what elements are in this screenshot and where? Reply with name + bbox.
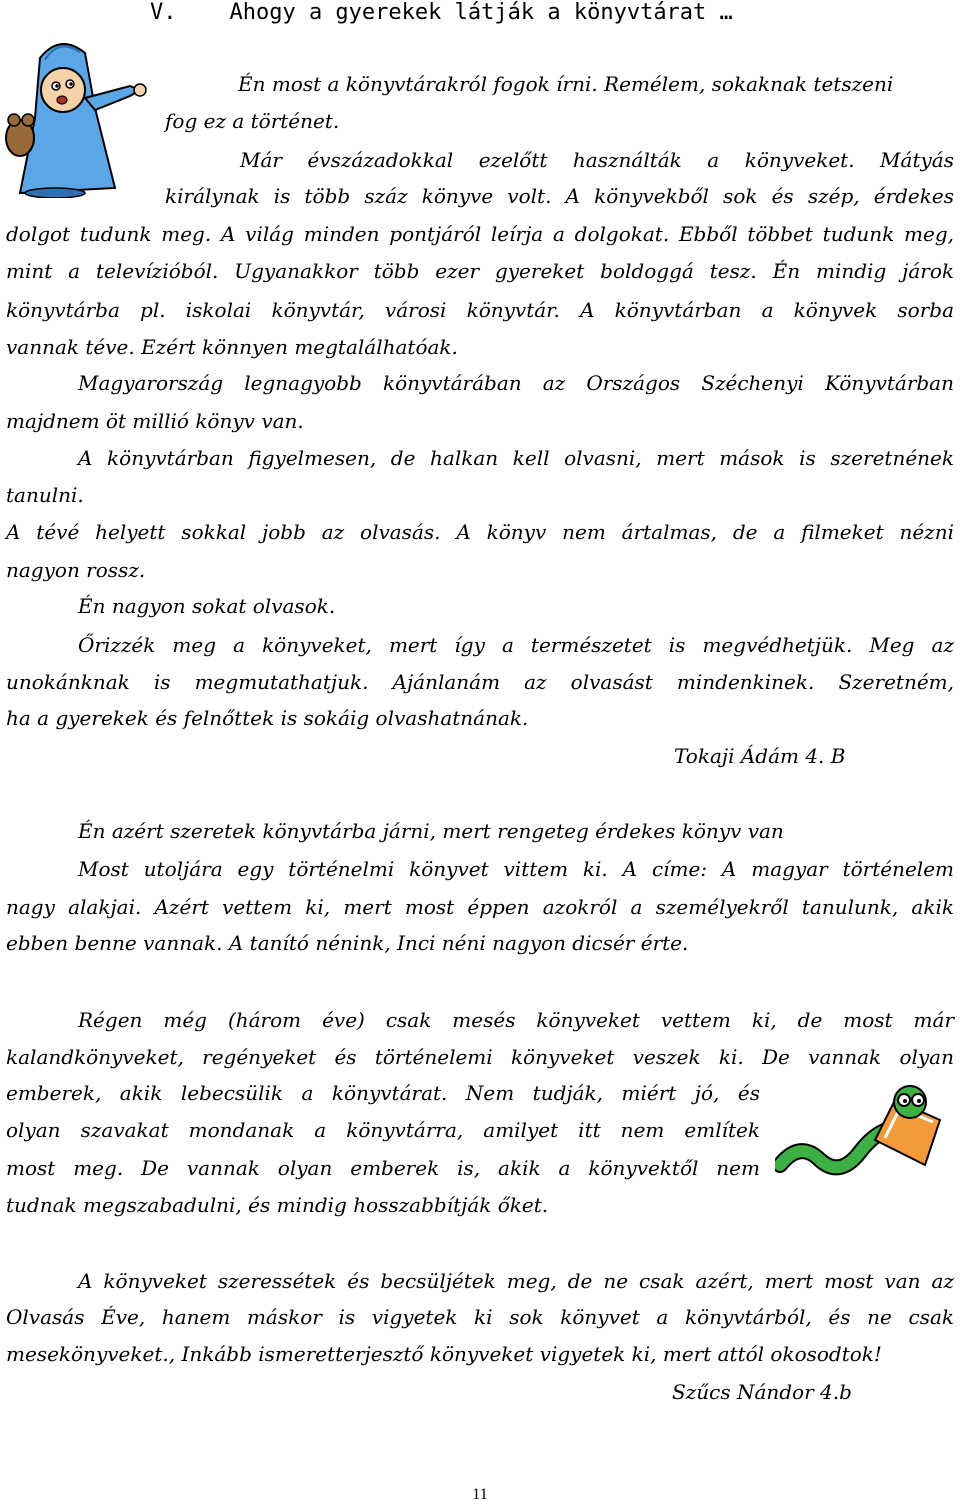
- author-signature: Tokaji Ádám 4. B: [674, 744, 846, 768]
- essay-line: vannak téve. Ezért könnyen megtalálhatóak.: [6, 335, 458, 359]
- essay-line: emberek, akik lebecsülik a könyvtárat. Nem tudják, miért jó, és: [6, 1081, 760, 1105]
- essay-line: Őrizzék meg a könyveket, mert így a természetet is megvédhetjük. Meg az: [78, 633, 954, 657]
- essay-line: Magyarország legnagyobb könyvtárában az Országos Széchenyi Könyvtárban: [78, 371, 954, 395]
- essay-line: kalandkönyveket, regényeket és történelemi könyveket veszek ki. De vannak olyan: [6, 1045, 954, 1069]
- essay-line: dolgot tudunk meg. A világ minden pontjáról leírja a dolgokat. Ebből többet tudunk meg,: [6, 222, 954, 246]
- author-signature: Szűcs Nándor 4.b: [672, 1380, 852, 1404]
- essay-line: unokánknak is megmutathatjuk. Ajánlanám az olvasást mindenkinek. Szeretném,: [6, 670, 954, 694]
- essay-line: ebben benne vannak. A tanító nénink, Inci néni nagyon dicsér érte.: [6, 931, 689, 955]
- bookworm-illustration: [775, 1080, 950, 1180]
- essay-line: könyvtárba pl. iskolai könyvtár, városi könyvtár. A könyvtárban a könyvek sorba: [6, 298, 954, 322]
- essay-line: Én azért szeretek könyvtárba járni, mert rengeteg érdekes könyv van: [78, 819, 784, 843]
- essay-line: királynak is több száz könyve volt. A könyvekből sok és szép, érdekes: [165, 184, 954, 208]
- section-heading: V. Ahogy a gyerekek látják a könyvtárat …: [150, 0, 733, 25]
- essay-line: majdnem öt millió könyv van.: [6, 409, 304, 433]
- essay-line: A tévé helyett sokkal jobb az olvasás. A könyv nem ártalmas, de a filmeket nézni: [6, 520, 954, 544]
- essay-line: fog ez a történet.: [165, 109, 340, 133]
- essay-line: nagyon rossz.: [6, 558, 146, 582]
- essay-line: mint a televízióból. Ugyanakkor több ezer gyereket boldoggá tesz. Én mindig járok: [6, 259, 954, 283]
- essay-line: Régen még (három éve) csak mesés könyveket vettem ki, de most már: [78, 1008, 954, 1032]
- essay-line: Én most a könyvtárakról fogok írni. Remélem, sokaknak tetszeni: [238, 72, 894, 96]
- essay-line: Én nagyon sokat olvasok.: [78, 594, 336, 618]
- page-number: 11: [472, 1486, 488, 1503]
- wizard-boy-illustration: [0, 28, 150, 198]
- essay-line: ha a gyerekek és felnőttek is sokáig olvashatnának.: [6, 706, 529, 730]
- essay-line: most meg. De vannak olyan emberek is, akik a könyvektől nem: [6, 1156, 760, 1180]
- essay-line: tudnak megszabadulni, és mindig hosszabbítják őket.: [6, 1193, 549, 1217]
- essay-line: mesekönyveket., Inkább ismeretterjesztő könyveket vigyetek ki, mert attól okosodtok!: [6, 1342, 882, 1366]
- essay-line: Olvasás Éve, hanem máskor is vigyetek ki sok könyvet a könyvtárból, és ne csak: [6, 1305, 954, 1329]
- essay-line: nagy alakjai. Azért vettem ki, mert most éppen azokról a személyekről tanulunk, akik: [6, 895, 954, 919]
- essay-line: Most utoljára egy történelmi könyvet vittem ki. A címe: A magyar történelem: [78, 857, 954, 881]
- essay-line: Már évszázadokkal ezelőtt használták a könyveket. Mátyás: [240, 148, 954, 172]
- essay-line: tanulni.: [6, 483, 84, 507]
- essay-line: A könyveket szeressétek és becsüljétek meg, de ne csak azért, mert most van az: [78, 1269, 954, 1293]
- essay-line: olyan szavakat mondanak a könyvtárra, amilyet itt nem említek: [6, 1118, 760, 1142]
- essay-line: A könyvtárban figyelmesen, de halkan kell olvasni, mert mások is szeretnének: [78, 446, 954, 470]
